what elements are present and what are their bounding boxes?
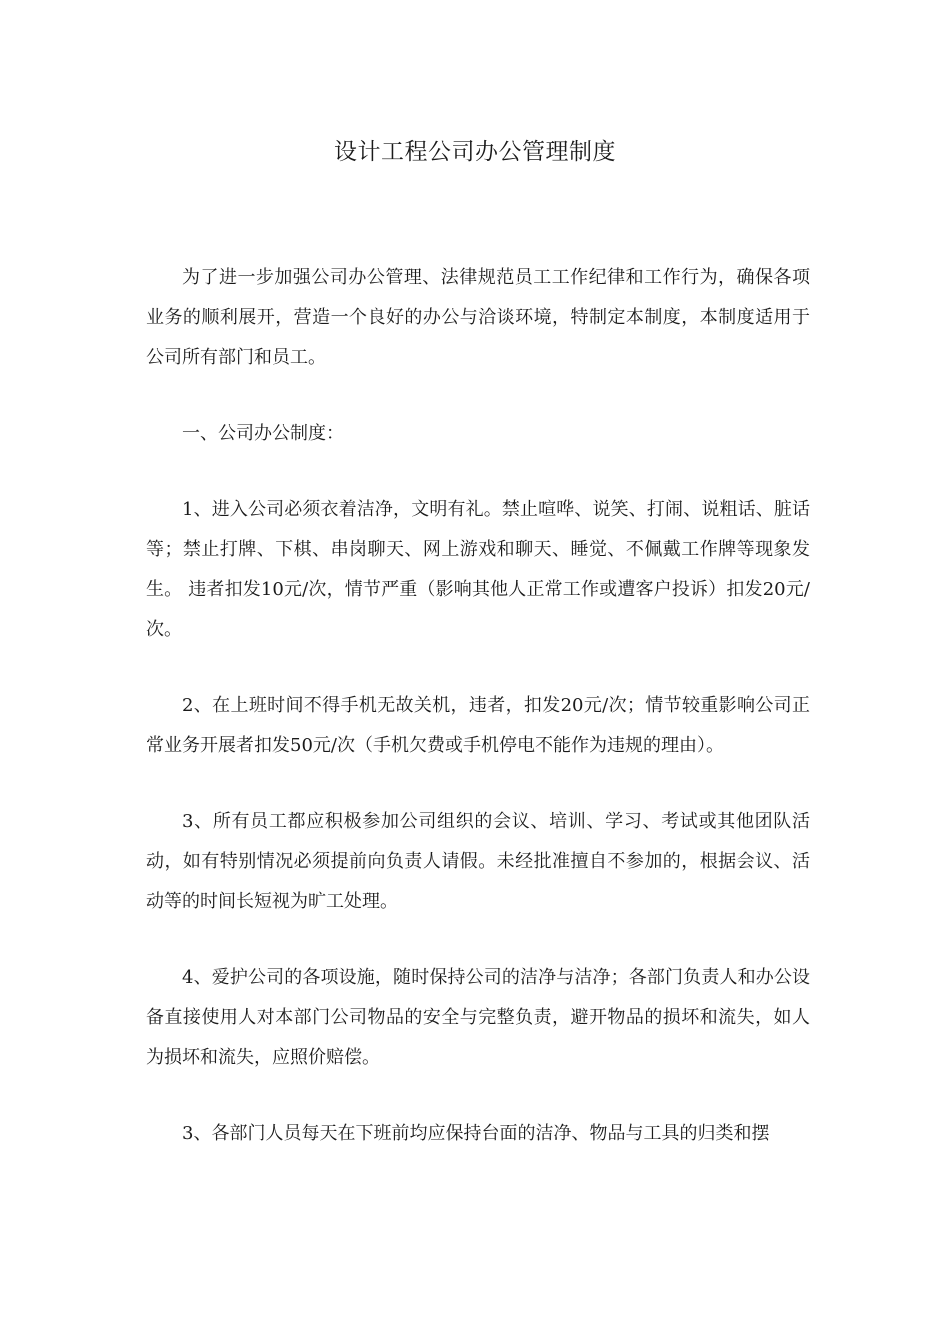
rule-paragraph: 2、在上班时间不得手机无故关机，违者，扣发20元/次；情节较重影响公司正常业务开展者扣发50元/次（手机欠费或手机停电不能作为违规的理由）。 xyxy=(146,695,810,756)
rule-paragraph: 3、所有员工都应积极参加公司组织的会议、培训、学习、考试或其他团队活动，如有特别情况必须提前向负责人请假。未经批准擅自不参加的，根据会议、活动等的时间长短视为旷工处理。 xyxy=(146,811,810,912)
intro-paragraph: 为了进一步加强公司办公管理、法律规范员工工作纪律和工作行为，确保各项业务的顺利展开，营造一个良好的办公与洽谈环境，特制定本制度，本制度适用于公司所有部门和员工。 xyxy=(146,267,810,368)
rule-paragraph: 4、爱护公司的各项设施，随时保持公司的洁净与洁净；各部门负责人和办公设备直接使用人对本部门公司物品的安全与完整负责，避开物品的损坏和流失，如人为损坏和流失，应照价赔偿。 xyxy=(146,967,810,1068)
document-title: 设计工程公司办公管理制度 xyxy=(334,139,616,165)
rule-paragraph: 1、进入公司必须衣着洁净，文明有礼。禁止喧哗、说笑、打闹、说粗话、脏话等；禁止打牌、下棋、串岗聊天、网上游戏和聊天、睡觉、不佩戴工作牌等现象发生。 违者扣发10元/次，情节严重（影响其他人正常工作或遭客户投诉）扣发20元/次。 xyxy=(146,499,810,640)
rule-paragraph: 3、各部门人员每天在下班前均应保持台面的洁净、物品与工具的归类和摆 xyxy=(182,1123,770,1144)
document-body xyxy=(146,258,810,1154)
section-heading: 一、公司办公制度： xyxy=(182,423,344,444)
